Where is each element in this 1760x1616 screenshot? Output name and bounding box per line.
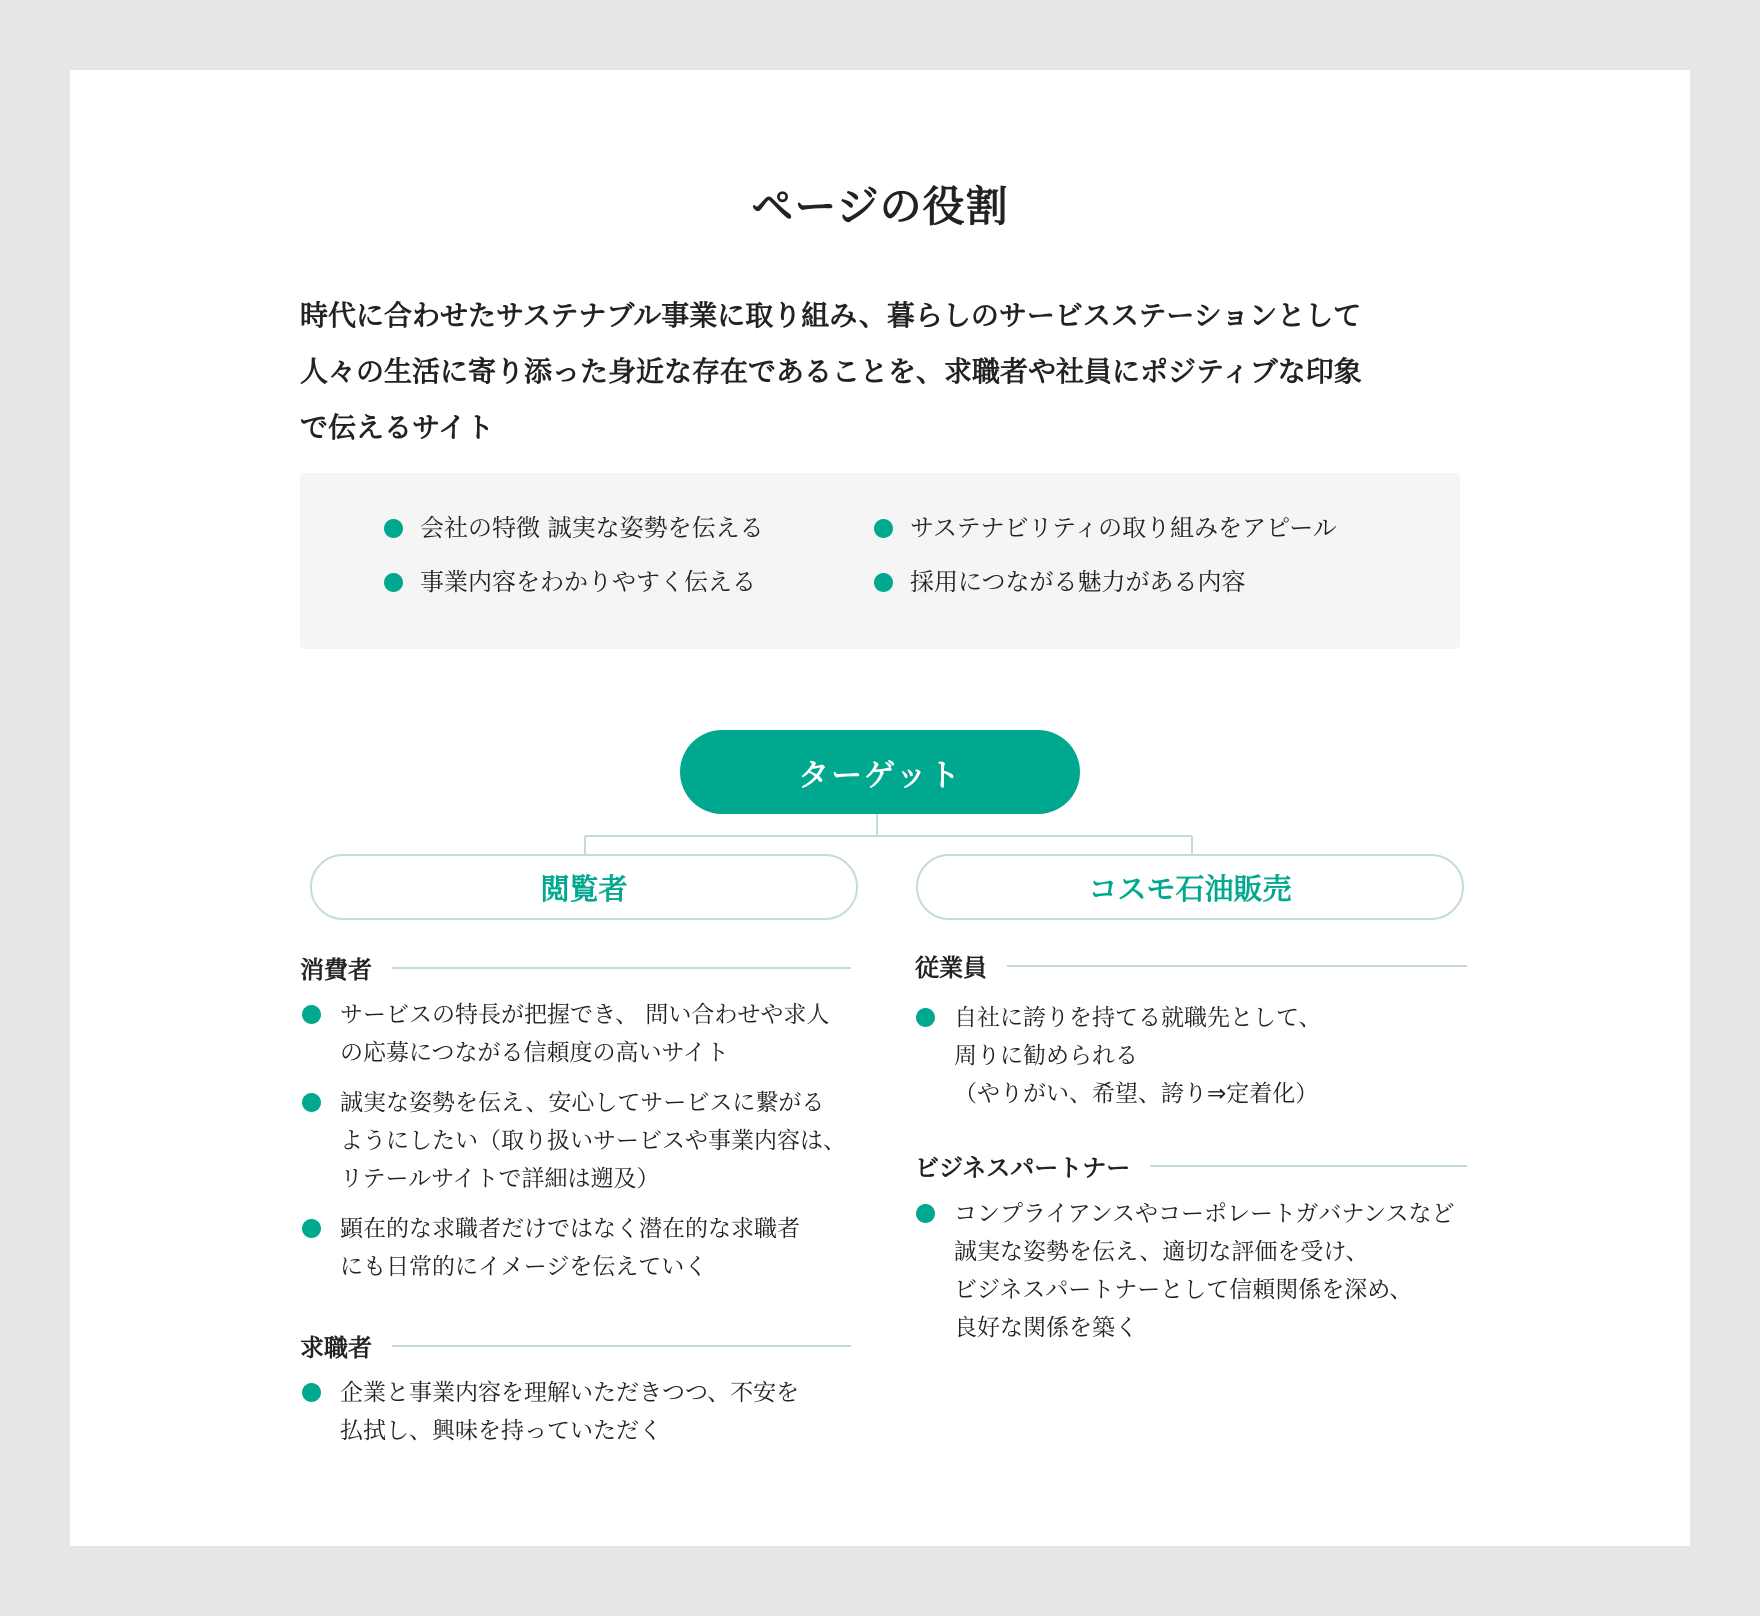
target-label: ターゲット [680, 730, 1080, 814]
bullet-dot-icon [302, 1219, 321, 1238]
group-viewer-label: 閲覧者 [310, 854, 858, 920]
section-divider [392, 967, 851, 969]
list-item [302, 996, 829, 1072]
list-item-line: 良好な関係を築く [954, 1315, 1138, 1341]
section-heading-business-partner [915, 1148, 1467, 1183]
list-item-line: ビジネスパートナーとして信頼関係を深め、 [954, 1277, 1413, 1303]
list-item-line: 周りに勧められる [954, 1043, 1138, 1069]
key-point-text: サステナビリティの取り組みをアピール [910, 514, 1337, 542]
list-item-line: ようにしたい（取り扱いサービスや事業内容は、 [340, 1128, 846, 1154]
group-company-label: コスモ石油販売 [916, 854, 1464, 920]
list-item [916, 1195, 1454, 1347]
intro-line: で伝えるサイト [300, 411, 495, 444]
list-item-line: 自社に誇りを持てる就職先として、 [954, 1005, 1322, 1031]
bullet-dot-icon [916, 1204, 935, 1223]
list-item [302, 1374, 799, 1450]
section-heading-text: ビジネスパートナー [915, 1154, 1131, 1182]
list-item-line: リテールサイトで詳細は遡及） [340, 1166, 660, 1192]
list-item-line: の応募につながる信頼度の高いサイト [340, 1040, 729, 1066]
list-item-line: にも日常的にイメージを伝えていく [340, 1254, 708, 1280]
key-point-text: 採用につながる魅力がある内容 [910, 568, 1246, 596]
list-item-line: 誠実な姿勢を伝え、安心してサービスに繋がる [340, 1090, 825, 1116]
list-item-line: 誠実な姿勢を伝え、適切な評価を受け、 [954, 1239, 1369, 1265]
page-title: ページの役割 [751, 182, 1009, 231]
list-item-line: 顕在的な求職者だけではなく潜在的な求職者 [340, 1216, 800, 1242]
list-item-line: 企業と事業内容を理解いただきつつ、不安を [340, 1380, 800, 1406]
section-divider [1150, 1165, 1467, 1167]
section-heading-text: 求職者 [300, 1334, 372, 1362]
key-point-text: 会社の特徴 誠実な姿勢を伝える [420, 514, 764, 542]
list-item [916, 999, 1322, 1113]
intro-line: 時代に合わせたサステナブル事業に取り組み、暮らしのサービスステーションとして [300, 299, 1362, 332]
section-heading-job-seeker [300, 1328, 851, 1363]
bullet-dot-icon [302, 1093, 321, 1112]
list-item-line: サービスの特長が把握でき、 問い合わせや求人 [340, 1002, 830, 1028]
section-heading-text: 従業員 [915, 954, 987, 982]
list-item-line: 払拭し、興味を持っていただく [340, 1418, 662, 1444]
section-heading-text: 消費者 [300, 956, 372, 984]
key-point-text: 事業内容をわかりやすく伝える [420, 568, 756, 596]
bullet-dot-icon [302, 1383, 321, 1402]
list-item-line: コンプライアンスやコーポレートガバナンスなど [954, 1201, 1455, 1227]
list-item [302, 1084, 846, 1198]
bullet-dot-icon [916, 1008, 935, 1027]
bullet-dot-icon [302, 1005, 321, 1024]
intro-line: 人々の生活に寄り添った身近な存在であることを、求職者や社員にポジティブな印象 [300, 355, 1362, 388]
section-heading-employee [915, 948, 1467, 983]
section-divider [392, 1345, 851, 1347]
content-card [70, 70, 1690, 1546]
section-heading-consumer [300, 950, 851, 985]
list-item-line: （やりがい、希望、誇り⇒定着化） [954, 1081, 1319, 1107]
list-item [302, 1210, 800, 1286]
section-divider [1007, 965, 1467, 967]
